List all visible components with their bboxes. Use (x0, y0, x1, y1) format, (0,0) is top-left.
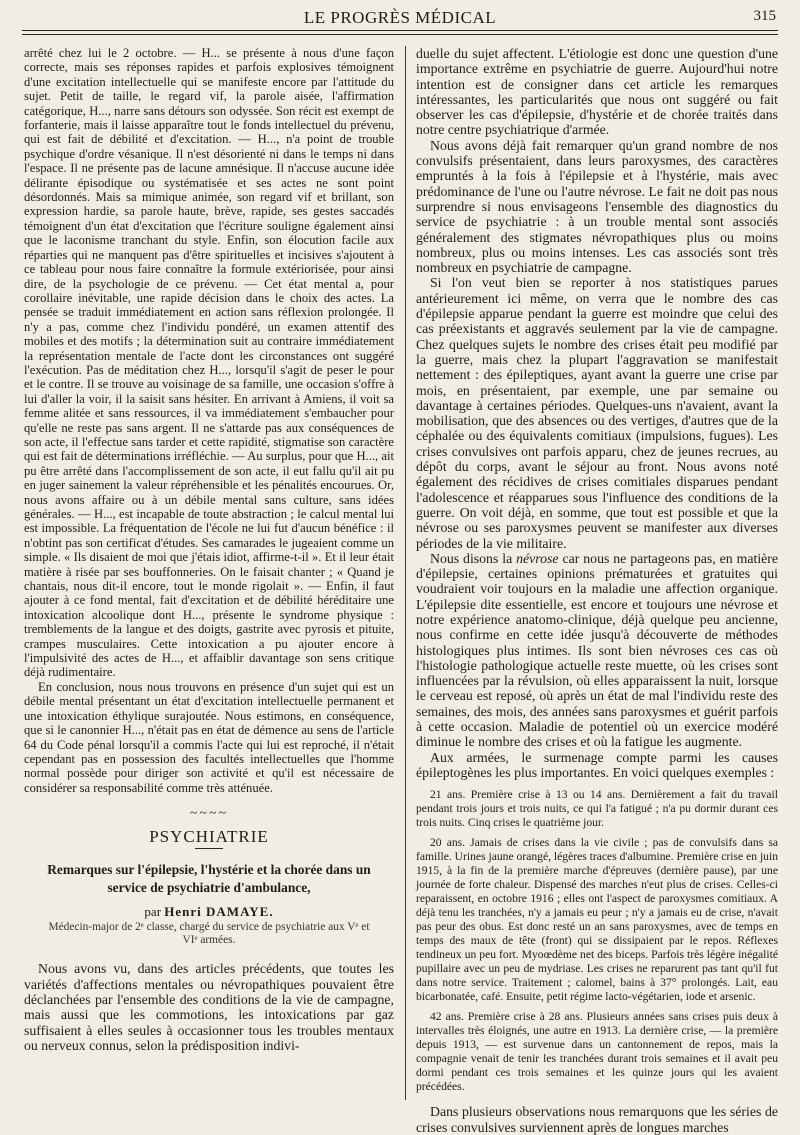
case-observation: 42 ans. Première crise à 28 ans. Plusieurs années sans crises puis deux à intervalles très éloignés, une autre en 1913. La dernière crise, — la première depuis 1913, — est survenue dans un cantonnement de repos, mais la compagnie venait de tenir les tranchées durant trois semaines et il avait peu dormi pendant ces trois semaines et les quinze jours qui les avaient précédées. (416, 1010, 778, 1094)
article-title: Remarques sur l'épilepsie, l'hystérie et la chorée dans un service de psychiatrie d'ambulance, (47, 861, 371, 895)
paragraph: duelle du sujet affectent. L'étiologie est donc une question d'une importance extrême en psychiatrie de guerre. Aujourd'hui notre intention est de consigner dans cet article les remarques intéressantes, les particularités que nous ont suggéré ou fait observer les cas d'épilepsie, d'hystérie et de chorée traités dans notre centre psychiatrique d'armée. (416, 46, 778, 138)
army-paragraph: Aux armées, le surmenage compte parmi les causes épileptogènes les plus importantes. En voici quelques exemples : (416, 749, 778, 780)
case-observation: 21 ans. Première crise à 13 ou 14 ans. Dernièrement a fait du travail pendant trois jours et trois nuits, ce qui l'a fatigué ; n'a pu dormir durant ces trois nuits. Cinq crises le quatrième jour. (416, 788, 778, 830)
paragraph: Si l'on veut bien se reporter à nos statistiques parues antérieurement ici même, on verra que le nombre des cas d'épilepsie apparue pendant la guerre est moindre que celui des cas préexistants et aggravés seulement par la vie de campagne. Chez quelques sujets le nombre des crises était peu modifié par la guerre, mais chez la plupart l'aggravation se manifestait nettement : des épileptiques, ayant avant la guerre une crise par mois, en présentaient, par exemple, une par semaine ou davantage à certaines périodes. Quelques-uns n'avaient, avant la mobilisation, que des absences ou des vertiges, d'autres que de la céphalée ou des équivalents comitiaux (impulsions, fugues). Les crises convulsives ont parfois apparu, chez de jeunes recrues, au dépôt du corps, avant le séjour au front. Nous avons noté également des récidives de crises comitiales disparues pendant l'adolescence et réapparues sous l'influence des conditions de la guerre. On voit déjà, en somme, que tout est possible et que la névrose ou ses paroxysmes peuvent se manifester aux diverses périodes de la vie militaire. (416, 275, 778, 551)
column-separator (405, 46, 406, 1100)
byline-prefix: par (144, 903, 162, 919)
paragraph: Nous avons déjà fait remarquer qu'un grand nombre de nos convulsifs présentaient, dans leurs paroxysmes, des caractères empruntés à la fois à l'épilepsie et à l'hystérie, mais avec prédominance de l'une ou l'autre névrose. Le fait ne doit pas nous surprendre si nous envisageons l'ensemble des diagnostics du service de psychiatrie : à un trouble mental sont associés généralement des stigmates névropathiques plus ou moins nombreux, plus ou moins intenses. Les cas associés sont très nombreux en psychiatrie de campagne. (416, 137, 778, 276)
closing-paragraph: Dans plusieurs observations nous remarquons que les séries de crises convulsives surviennent après de longues marches (416, 1104, 778, 1135)
journal-title: LE PROGRÈS MÉDICAL (303, 8, 497, 27)
section-divider: ~~~~ (189, 806, 229, 822)
page-number: 315 (753, 8, 776, 24)
intro-paragraph: Nous avons vu, dans des articles précédents, que toutes les variétés d'affections mentales ou névropathiques pouvaient être déclanchées par l'ensemble des conditions de la vie de campagne, mais aussi que les commotions, les intoxications par gaz suffisaient à elles seules à occasionner tous les troubles mentaux ou nerveux connus, selon la prédisposition indivi- (24, 961, 394, 1053)
paragraph: En conclusion, nous nous trouvons en présence d'un sujet qui est un débile mental présentant un état d'excitation intellectuelle permanent et une intoxication éthylique surajoutée. Nous estimons, en conséquence, que si le canonnier H..., n'était pas en état de démence au sens de l'article 64 du Code pénal lorsqu'il a commis l'acte qui lui est reproché, il n'était cependant pas en possession des facultés intellectuelles que l'homme normal possède pour diriger son activité et qu'il est nécessaire de considérer sa responsabilité comme très atténuée. (24, 679, 394, 795)
author-name: Henri DAMAYE. (164, 903, 274, 919)
section-title: PSYCHIATRIE (149, 826, 269, 846)
nevrose-paragraph (416, 551, 778, 750)
short-rule (195, 848, 223, 849)
nevrose-post: car nous ne partageons pas, en matière d'épilepsie, certaines opinions prématurées et gratuites qui voudraient voir toujours en la maladie une affection organique. L'épilepsie dite essentielle, est encore et toujours une névrose et notre expérience anatomo-clinique, déjà quelque peu ancienne, nous confirme en cette idée jusqu'à découverte de méthodes histologiques plus intimes. Ils sont bien névroses ces cas où l'histologie pathologique actuelle reste muette, où les crises sont influencées par la révulsion, où elles apparaissent la nuit, lorsque le cerveau est reposé, où après un état de mal l'individu reste des semaines, des mois, des années sans paroxysmes et guérit parfois à cette occasion. Maladie de potentiel où un exercice modéré diminue le nombre des crises et où la fatigue les augmente. (416, 550, 778, 750)
paragraph: arrêté chez lui le 2 octobre. — H... se présente à nous d'une façon correcte, mais ses réponses rapides et parfois explosives témoignent d'une excitation intellectuelle qui se manifeste encore par l'attitude du sujet. Petit de taille, le regard vif, la parole aisée, l'affirmation catégorique, H..., narre sans détours son odyssée. Son récit est exempt de forfanterie, mais il laisse apparaître tout le fonds intellectuel du prévenu, qui est fait de débilité et d'excitation. — H..., n'a point de trouble psychique d'ordre vésanique. Il n'est désorienté ni dans le temps ni dans l'espace. Il ne présente pas de lacune amnésique. Il n'accuse aucune idée délirante épisodique ou systématisée et ses actes ne sont point désordonnés. Mais sa mimique animée, son regard vif et brillant, son expression hardie, sa parole haute, brève, rapide, ses gestes saccadés témoignent d'un état d'excitation que l'écriture souligne également ainsi que le laconisme tranchant du style. Enfin, son élocution facile aux réparties qui ne manquent pas d'être spirituelles et incisives s'ajoutent à ce tableau pour nous faire connaître la formule extériorisée, pour ainsi dire, de la psychologie de ce prévenu. — Cet état mental a, pour corollaire inévitable, une rapide décision dans le choix des actes. La pensée se traduit immédiatement en action sans réflexion prolongée. Il n'y a pas, comme chez l'individu pondéré, un examen attentif des mobiles et des motifs ; la détermination suit au contraire immédiatement la représentation mentale de l'acte dont les circonstances ont suggéré l'exécution. Pas de méditation chez H..., lorsqu'il s'agit de peser le pour et le contre. Il se trouve au voisinage de sa famille, une occasion s'offre à lui d'aller la voir, il la saisit sans hésiter. En arrivant à Amiens, il voit sa femme alitée et sans ressources, il va immédiatement s'embaucher pour qu'elle ne reste pas sans argent. Il ne s'attarde pas aux conséquences de son acte, il l'effectue sans tarder et cette rapidité, stigmatise son caractère qui est fait de déterminations irréfléchie. — Au surplus, pour que H..., ait pu être arrêté dans l'accomplissement de son acte, il eut fallu qu'il ait pu en juger sainement la valeur répréhensible et les pénalités encourues. Or, nous avons affaire ou à un débile mental sans culture, sans idées générales. — H..., est incapable de toute abstraction ; le calcul mental lui est impossible. La fréquentation de l'école ne lui fut d'aucun bénéfice : il n'obtint pas son certificat d'études. Ses camarades le jugeaient comme un simple. « Ils disaient de moi que j'étais idiot, affirme-t-il ». Et il leur était matière à risée par ses bouffonneries. On le faisait chanter ; « Quand je chantais, nous dit-il encore, tout le monde rigolait ». — Enfin, il faut ajouter à ce fond mental, fait d'excitation et de débilité héréditaire une intoxication alcoolique dont H..., présente le syndrome physique : tremblements de la langue et des doigts, gastrite avec pyrosis et pituite, crampes musculaires. Cette intoxication a pu ajouter encore à l'impulsivité des actes de H..., et affaiblir davantage son sens critique déjà rudimentaire. (24, 46, 394, 680)
author-affiliation: Médecin-major de 2ᵉ classe, chargé du service de psychiatrie aux Vᵉ et VIᵉ armées. (48, 921, 370, 947)
byline (24, 905, 394, 919)
page-header (22, 6, 778, 30)
nevrose-pre: Nous disons la (430, 550, 513, 566)
header-rule (22, 30, 778, 31)
nevrose-word: névrose (516, 550, 559, 566)
case-observation: 20 ans. Jamais de crises dans la vie civile ; pas de convulsifs dans sa famille. Urines jaune orangé, légères traces d'albumine. Première crise en juin 1915, à la fin de la première marche d'épreuves (dernière pause), par une journée de forte chaleur. Dispensé des marches n'eut plus de crises. Celles-ci reparaissent, en octobre 1916 ; elles ont l'aspect de paroxysmes comitiaux. A déjà tenu les tranchées, n'y a jamais eu peur ; n'y a jamais eu de crise, n'avait pas peur des obus. Est donc resté un an sans paroxysmes, avec de temps en temps des maux de tête (front) qui se dissipaient par le repos. Réflexes tendineux un peu fort. Myoœdème net des biceps. Parfois très légère inégalité pupillaire avec un peu de mydriase. Les crises ne reparurent pas tant qu'il fut dans notre service. Traitement ; calomel, bains à 37° prolongés. Lait, eau bicarbonatée, café. Ensuite, petit régime lacto-végétarien, iode et arsenic. (416, 836, 778, 1004)
header-rule-thin (22, 34, 778, 35)
right-column (416, 46, 778, 1135)
left-column (24, 46, 394, 1106)
